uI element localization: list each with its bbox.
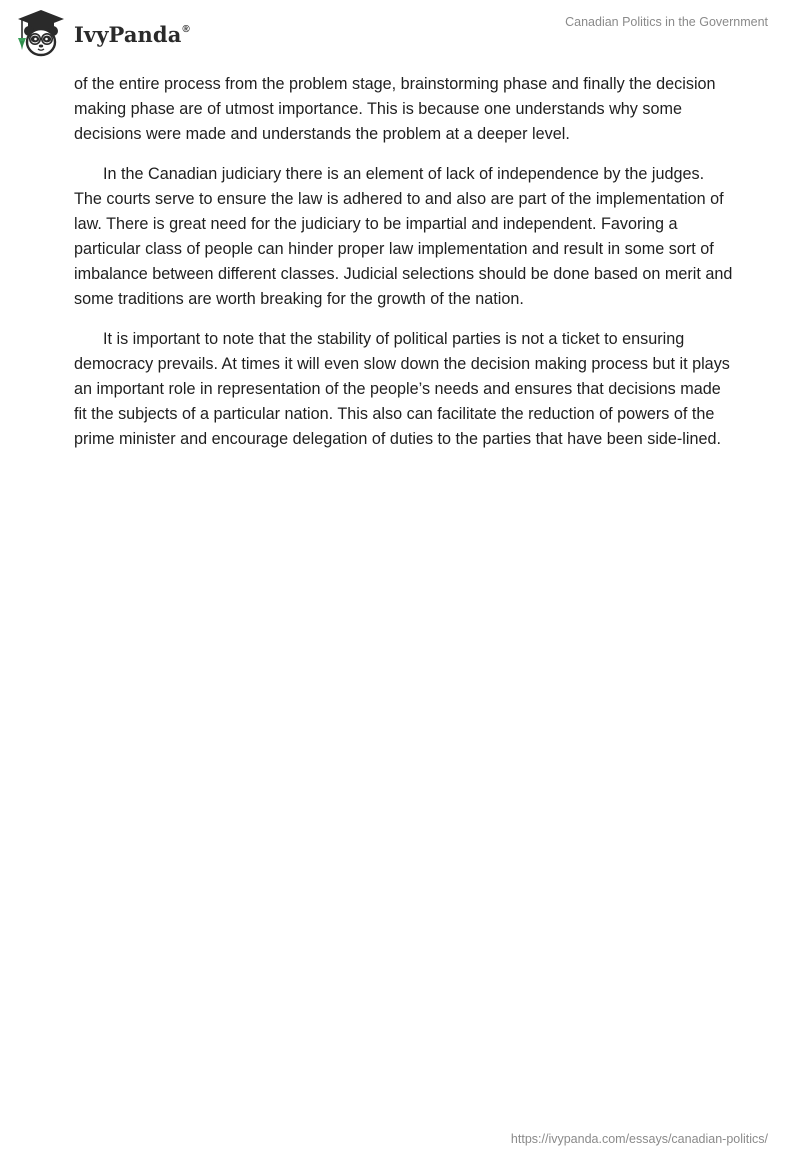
page-header: [0, 0, 800, 66]
paragraph: of the entire process from the problem stage, brainstorming phase and finally the decision making phase are of utmost importance. This is because one understands why some decisions were made and understands the problem at a deeper level.: [74, 75, 716, 143]
ivypanda-logo[interactable]: [14, 8, 190, 58]
paragraph: In the Canadian judiciary there is an element of lack of independence by the judges. The courts serve to ensure the law is adhered to and also are part of the implementation of law. There is great need for the judiciary to be impartial and independent. Favoring a particular class of people can hinder proper law implementation and result in some sort of imbalance between different classes. Judicial selections should be done based on merit and some traditions are worth breaking for the growth of the nation.: [74, 165, 733, 308]
panda-graduate-icon: [14, 8, 68, 58]
logo-text: IvyPanda: [74, 21, 182, 47]
source-url[interactable]: https://ivypanda.com/essays/canadian-politics/: [510, 1132, 768, 1146]
paragraph: It is important to note that the stability of political parties is not a ticket to ensuring democracy prevails. At times it will even slow down the decision making process but it plays an important role in representation of the people’s needs and ensures that decisions made fit the subjects of a particular nation. This also can facilitate the reduction of powers of the prime minister and encourage delegation of duties to the parties that have been side-lined.: [74, 330, 730, 448]
essay-body: [74, 72, 734, 467]
registered-mark: ®: [182, 23, 190, 35]
document-title: Canadian Politics in the Government: [565, 15, 768, 29]
logo-wordmark: [74, 22, 190, 47]
